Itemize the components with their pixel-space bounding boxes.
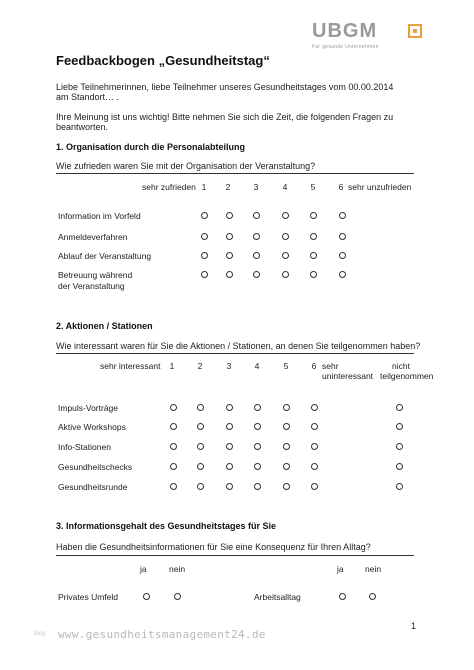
logo-square-icon [408, 24, 422, 38]
section-2-scale-3: 3 [226, 361, 232, 371]
section-2-scale-right-label-1: sehr [322, 361, 339, 371]
section-1-radio-option[interactable] [282, 212, 289, 219]
section-1-radio-option[interactable] [226, 271, 233, 278]
page-title: Feedbackbogen „Gesundheitstag“ [56, 53, 270, 68]
section-2-radio-option[interactable] [226, 483, 233, 490]
section-1-radio-option[interactable] [339, 252, 346, 259]
section-2-radio-option[interactable] [311, 443, 318, 450]
section-1-row-label: Ablauf der Veranstaltung [58, 251, 152, 261]
section-1-radio-option[interactable] [201, 212, 208, 219]
section-2-radio-option[interactable] [283, 423, 290, 430]
section-1-scale-2: 2 [225, 182, 231, 192]
section-2-radio-option[interactable] [311, 404, 318, 411]
section-2-radio-option[interactable] [311, 423, 318, 430]
section-2-radio-option[interactable] [254, 423, 261, 430]
section-1-radio-option[interactable] [282, 252, 289, 259]
section-1-scale-4: 4 [282, 182, 288, 192]
section-2-heading: 2. Aktionen / Stationen [56, 321, 153, 331]
section-2-radio-option[interactable] [254, 483, 261, 490]
section-1-row-label: Anmeldeverfahren [58, 232, 128, 242]
section-2-radio-option[interactable] [311, 483, 318, 490]
section-3-row-label: Arbeitsalltag [254, 592, 301, 602]
section-2-scale-2: 2 [197, 361, 203, 371]
section-2-radio-option[interactable] [197, 404, 204, 411]
section-2-row-label: Gesundheitschecks [58, 462, 133, 472]
logo-tagline: Für gesunde Unternehmen [312, 44, 379, 50]
section-3-no-label: nein [169, 564, 186, 574]
section-2-radio-option[interactable] [396, 483, 403, 490]
section-2-radio-option[interactable] [170, 443, 177, 450]
section-3-radio-option[interactable] [174, 593, 181, 600]
section-3-radio-option[interactable] [339, 593, 346, 600]
section-2-scale-6: 6 [311, 361, 317, 371]
section-2-radio-option[interactable] [197, 463, 204, 470]
section-1-radio-option[interactable] [201, 233, 208, 240]
section-2-question: Wie interessant waren für Sie die Aktionen / Stationen, an denen Sie teilgenommen haben? [56, 341, 421, 351]
section-3-no-label: nein [365, 564, 382, 574]
section-2-extra-label-2: teilgenommen [380, 371, 434, 381]
section-3-yes-label: ja [337, 564, 344, 574]
section-1-radio-option[interactable] [253, 252, 260, 259]
section-3-rule [56, 555, 414, 556]
section-2-radio-option[interactable] [254, 463, 261, 470]
section-1-radio-option[interactable] [253, 233, 260, 240]
section-2-radio-option[interactable] [283, 483, 290, 490]
section-2-scale-4: 4 [254, 361, 260, 371]
section-1-radio-option[interactable] [339, 233, 346, 240]
section-1-radio-option[interactable] [201, 271, 208, 278]
section-1-radio-option[interactable] [226, 212, 233, 219]
section-1-radio-option[interactable] [339, 271, 346, 278]
section-1-row-label: Information im Vorfeld [58, 211, 141, 221]
section-1-radio-option[interactable] [226, 252, 233, 259]
section-2-radio-option[interactable] [396, 423, 403, 430]
section-2-radio-option[interactable] [170, 404, 177, 411]
section-1-radio-option[interactable] [339, 212, 346, 219]
section-2-radio-option[interactable] [396, 443, 403, 450]
footer-watermark: blog [34, 631, 46, 637]
section-3-radio-option[interactable] [369, 593, 376, 600]
section-1-scale-1: 1 [201, 182, 207, 192]
section-2-radio-option[interactable] [226, 423, 233, 430]
section-3-question: Haben die Gesundheitsinformationen für Sie eine Konsequenz für Ihren Alltag? [56, 542, 371, 552]
section-1-scale-right-label: sehr unzufrieden [348, 182, 412, 192]
section-2-row-label: Gesundheitsrunde [58, 482, 128, 492]
footer-url: www.gesundheitsmanagement24.de [58, 628, 266, 641]
section-2-scale-5: 5 [283, 361, 289, 371]
section-3-radio-option[interactable] [143, 593, 150, 600]
section-2-radio-option[interactable] [197, 423, 204, 430]
section-1-question: Wie zufrieden waren Sie mit der Organisation der Veranstaltung? [56, 161, 316, 171]
section-1-radio-option[interactable] [282, 233, 289, 240]
section-2-row-label: Impuls-Vorträge [58, 403, 118, 413]
section-1-scale-5: 5 [310, 182, 316, 192]
section-1-heading: 1. Organisation durch die Personalabteilung [56, 142, 246, 152]
section-2-row-label: Info-Stationen [58, 442, 111, 452]
section-2-radio-option[interactable] [396, 463, 403, 470]
section-2-radio-option[interactable] [197, 483, 204, 490]
section-2-radio-option[interactable] [170, 483, 177, 490]
section-1-scale-3: 3 [253, 182, 259, 192]
section-2-radio-option[interactable] [226, 443, 233, 450]
section-2-radio-option[interactable] [170, 463, 177, 470]
logo-brand: UBGM [312, 20, 378, 42]
section-1-radio-option[interactable] [282, 271, 289, 278]
section-1-row-label: der Veranstaltung [58, 281, 125, 291]
section-2-radio-option[interactable] [226, 404, 233, 411]
section-3-yes-label: ja [140, 564, 147, 574]
section-1-row-label: Betreuung während [58, 270, 133, 280]
section-2-radio-option[interactable] [254, 404, 261, 411]
intro-request: Ihre Meinung ist uns wichtig! Bitte nehmen Sie sich die Zeit, die folgenden Fragen zu beantworten. [56, 112, 394, 132]
section-2-rule [56, 353, 414, 354]
section-1-radio-option[interactable] [253, 212, 260, 219]
section-1-rule [56, 173, 414, 174]
section-2-scale-right-label-2: uninteressant [322, 371, 374, 381]
section-1-radio-option[interactable] [310, 271, 317, 278]
section-2-extra-label-1: nicht [392, 361, 410, 371]
section-2-row-label: Aktive Workshops [58, 422, 126, 432]
section-2-radio-option[interactable] [283, 443, 290, 450]
page-number: 1 [411, 621, 417, 631]
section-1-scale-left-label: sehr zufrieden [142, 182, 196, 192]
section-1-radio-option[interactable] [310, 212, 317, 219]
section-2-radio-option[interactable] [197, 443, 204, 450]
section-2-scale-1: 1 [169, 361, 175, 371]
section-1-radio-option[interactable] [310, 252, 317, 259]
intro-greeting: Liebe Teilnehmerinnen, liebe Teilnehmer unseres Gesundheitstages vom 00.00.2014 am Standort… . [56, 82, 394, 102]
section-2-radio-option[interactable] [170, 423, 177, 430]
section-2-radio-option[interactable] [254, 443, 261, 450]
section-1-radio-option[interactable] [310, 233, 317, 240]
section-1-radio-option[interactable] [253, 271, 260, 278]
section-1-scale-6: 6 [338, 182, 344, 192]
section-1-radio-option[interactable] [201, 252, 208, 259]
ubgm-logo [312, 20, 424, 50]
section-2-radio-option[interactable] [283, 404, 290, 411]
section-2-radio-option[interactable] [311, 463, 318, 470]
section-2-radio-option[interactable] [396, 404, 403, 411]
section-2-scale-left-label: sehr interessant [100, 361, 161, 371]
section-3-heading: 3. Informationsgehalt des Gesundheitstages für Sie [56, 521, 277, 531]
section-3-row-label: Privates Umfeld [58, 592, 118, 602]
section-2-radio-option[interactable] [226, 463, 233, 470]
section-1-radio-option[interactable] [226, 233, 233, 240]
section-2-radio-option[interactable] [283, 463, 290, 470]
